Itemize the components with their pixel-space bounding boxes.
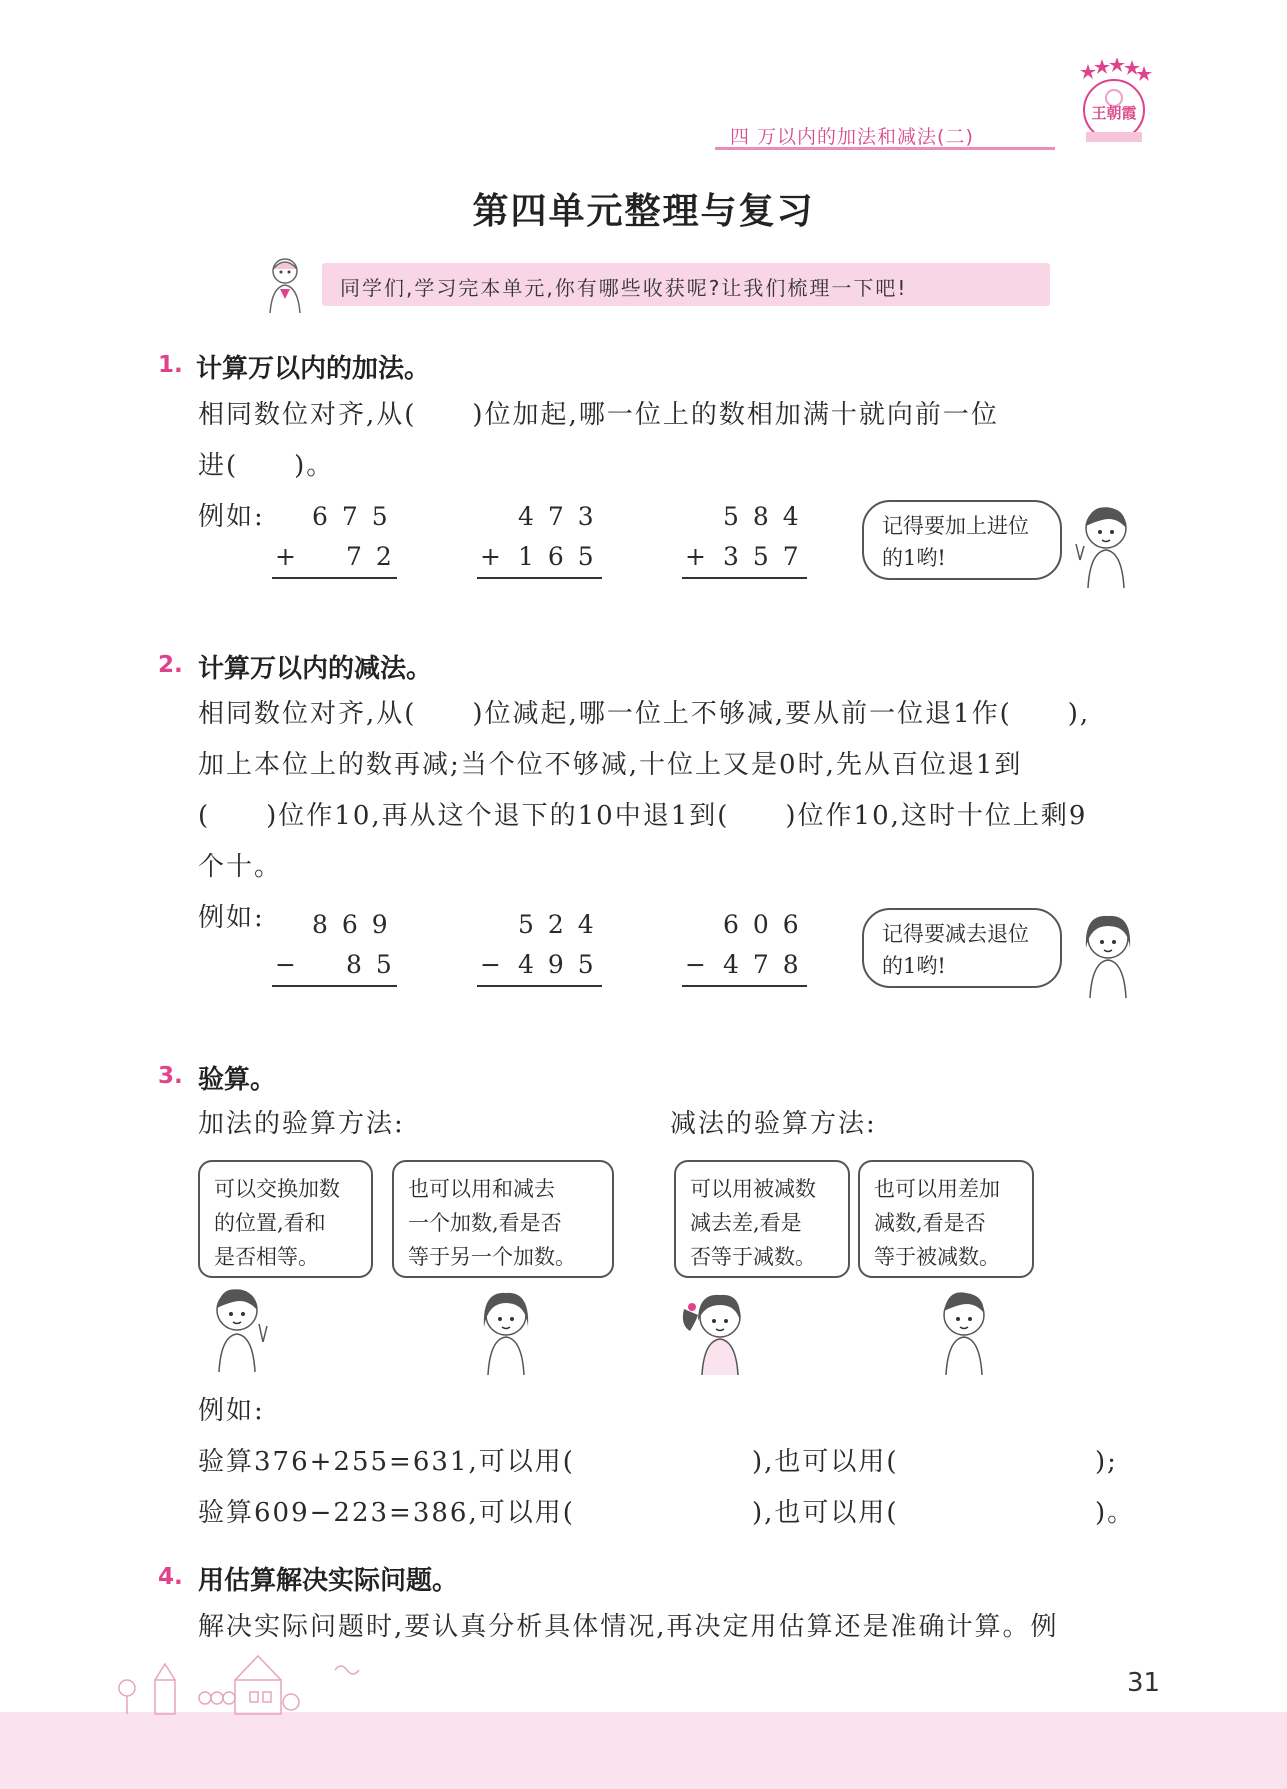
vertical-calc-operator: − [275,950,310,979]
example-label: 例如: [198,1396,265,1426]
speech-bubble [392,1160,614,1278]
speech-bubble [858,1160,1034,1278]
section-number: 4. [158,1564,183,1590]
section-title: 计算万以内的减法。 [198,654,433,684]
vertical-calc-top: 584 [723,502,813,531]
bubble-line: 减去差,看是 [690,1211,802,1235]
vertical-calc-operator: + [275,542,310,571]
vertical-calc-operator: − [480,950,515,979]
page-title: 第四单元整理与复习 [472,191,815,232]
bubble-line: 等于另一个加数。 [408,1245,576,1269]
bubble-line: 可以用被减数 [690,1177,816,1201]
section-text-line: ( )位作10,再从这个退下的10中退1到( )位作10,这时十位上剩9 [198,801,1088,831]
check-line-mid: ),也可以用( [752,1447,899,1477]
bubble-line: 可以交换加数 [214,1177,340,1201]
check-line-mid: ),也可以用( [752,1498,899,1528]
speech-bubble [862,908,1062,988]
bubble-line: 记得要加上进位 [882,514,1029,538]
section-title: 计算万以内的加法。 [196,354,431,384]
example-label: 例如: [198,502,265,532]
chapter-header: 四 万以内的加法和减法(二) [730,126,974,148]
girl-illustration [468,1285,540,1377]
vertical-calc-bottom: 165 [518,542,608,571]
check-line-left: 验算376+255=631,可以用( [198,1447,575,1477]
speech-bubble [862,500,1062,580]
vertical-calc-rule [477,577,602,579]
girl-illustration [1070,908,1146,1000]
vertical-calc-top: 869 [312,910,402,939]
vertical-calc-top: 606 [723,910,813,939]
vertical-calc-rule [682,577,807,579]
section-title: 验算。 [198,1065,277,1095]
bubble-line: 记得要减去退位 [882,922,1029,946]
vertical-calc-bottom: 478 [723,950,813,979]
bubble-line: 否等于减数。 [690,1245,816,1269]
sub-check-label: 减法的验算方法: [670,1109,877,1139]
footer-band [0,1712,1287,1789]
intro-text: 同学们,学习完本单元,你有哪些收获呢?让我们梳理一下吧! [340,276,908,300]
page-number: 31 [1127,1668,1161,1698]
bubble-line: 减数,看是否 [874,1211,986,1235]
vertical-calc-bottom: 72 [346,542,406,571]
town-sketch-illustration [115,1640,435,1720]
boy-illustration [205,1280,275,1375]
speech-bubble [674,1160,850,1278]
bubble-line: 的位置,看和 [214,1211,326,1235]
vertical-calc-bottom: 85 [346,950,406,979]
girl-illustration [676,1285,756,1377]
vertical-calc-bottom: 357 [723,542,813,571]
vertical-calc-rule [477,985,602,987]
vertical-calc-bottom: 495 [518,950,608,979]
boy-illustration [1068,500,1140,590]
example-label: 例如: [198,903,265,933]
check-line-left: 验算609−223=386,可以用( [198,1498,575,1528]
vertical-calc-rule [682,985,807,987]
section-text-line: 加上本位上的数再减;当个位不够减,十位上又是0时,先从百位退1到 [198,750,1023,780]
vertical-calc-top: 675 [312,502,402,531]
check-line-right: )。 [1095,1498,1136,1528]
section-text-line: 解决实际问题时,要认真分析具体情况,再决定用估算还是准确计算。例 [198,1612,1059,1642]
add-check-label: 加法的验算方法: [198,1109,405,1139]
section-number: 3. [158,1063,183,1089]
bubble-line: 的1哟! [882,954,946,978]
bubble-line: 等于被减数。 [874,1245,1000,1269]
svg-text:王朝霞: 王朝霞 [1091,104,1137,122]
section-number: 2. [158,652,183,678]
bubble-line: 也可以用差加 [874,1177,1000,1201]
bubble-line: 是否相等。 [214,1245,319,1269]
vertical-calc-rule [272,985,397,987]
boy-illustration [928,1285,1000,1377]
speech-bubble [198,1160,373,1278]
section-text-line: 个十。 [198,852,283,882]
section-text-line: 相同数位对齐,从( )位加起,哪一位上的数相加满十就向前一位 [198,400,999,430]
vertical-calc-top: 473 [518,502,608,531]
check-line-right: ); [1095,1447,1118,1477]
bubble-line: 一个加数,看是否 [408,1211,562,1235]
section-text-line: 进( )。 [198,451,335,481]
bubble-line: 的1哟! [882,546,946,570]
section-text-line: 相同数位对齐,从( )位减起,哪一位上不够减,要从前一位退1作( ), [198,699,1091,729]
section-title: 用估算解决实际问题。 [198,1566,459,1596]
section-number: 1. [158,352,183,378]
teacher-illustration [262,255,308,315]
vertical-calc-operator: + [480,542,515,571]
brand-logo [1072,58,1152,148]
vertical-calc-rule [272,577,397,579]
bubble-line: 也可以用和减去 [408,1177,555,1201]
vertical-calc-operator: − [685,950,720,979]
vertical-calc-top: 524 [518,910,608,939]
vertical-calc-operator: + [685,542,720,571]
